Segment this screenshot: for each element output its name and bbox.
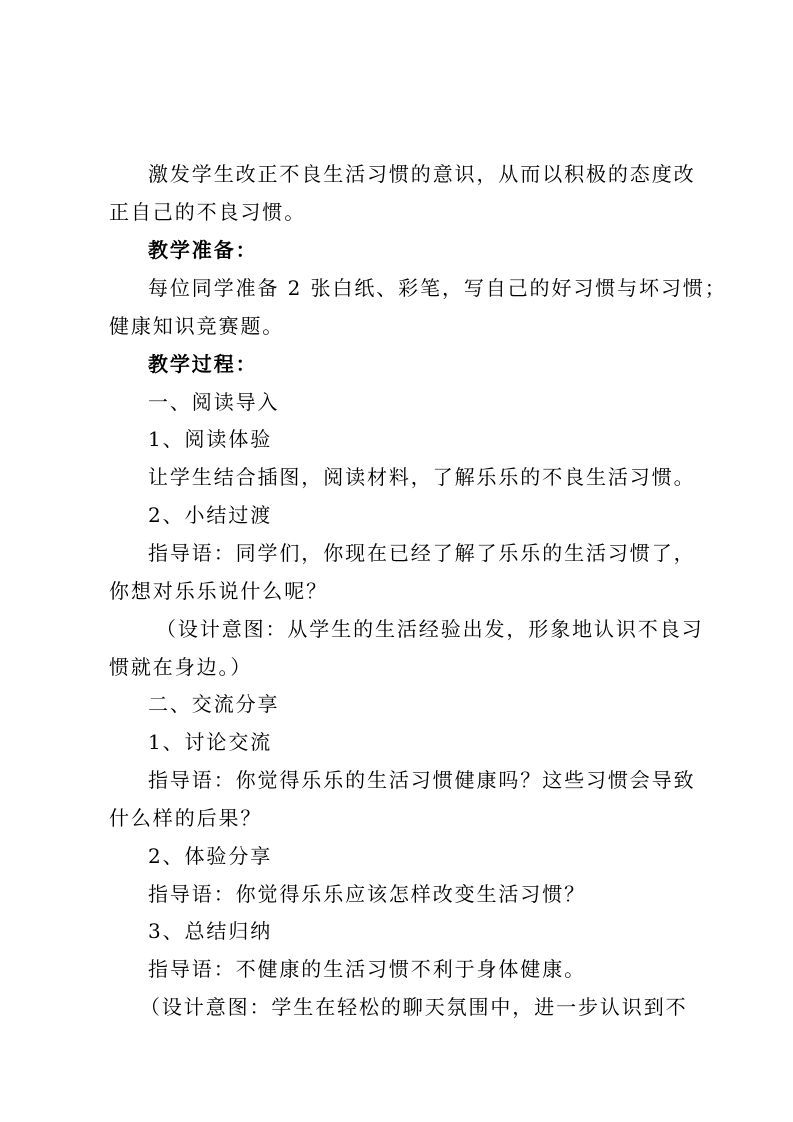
subheading-line: 2、小结过渡 — [148, 503, 273, 527]
paragraph-line: 健康知识竞赛题。 — [109, 314, 285, 338]
paragraph-line: 让学生结合插图，阅读材料，了解乐乐的不良生活习惯。 — [148, 465, 696, 489]
subheading-line: 3、总结归纳 — [148, 919, 273, 943]
subheading-line: 2、体验分享 — [148, 844, 273, 868]
design-intent-note: （设计意图：学生在轻松的聊天氛围中，进一步认识到不 — [140, 995, 688, 1019]
paragraph-line: 每位同学准备 2 张白纸、彩笔，写自己的好习惯与坏习惯； — [148, 276, 727, 300]
paragraph-line: 指导语：你觉得乐乐的生活习惯健康吗？这些习惯会导致 — [148, 768, 696, 792]
subheading-line: 1、讨论交流 — [148, 730, 273, 754]
subheading-line: 1、阅读体验 — [148, 427, 273, 451]
paragraph-line: 激发学生改正不良生活习惯的意识，从而以积极的态度改 — [148, 162, 696, 186]
section-heading-preparation: 教学准备： — [148, 238, 258, 262]
paragraph-line: 指导语：同学们，你现在已经了解了乐乐的生活习惯了， — [148, 541, 696, 565]
section-heading-sharing: 二、交流分享 — [148, 692, 280, 716]
paragraph-line: 正自己的不良习惯。 — [109, 200, 307, 224]
paragraph-line: 指导语：你觉得乐乐应该怎样改变生活习惯？ — [148, 882, 586, 906]
section-heading-reading: 一、阅读导入 — [148, 390, 280, 414]
section-heading-process: 教学过程： — [148, 352, 258, 376]
paragraph-line: 你想对乐乐说什么呢？ — [109, 579, 328, 603]
design-intent-note: 惯就在身边。） — [109, 655, 253, 679]
paragraph-line: 指导语：不健康的生活习惯不利于身体健康。 — [148, 957, 586, 981]
design-intent-note: （设计意图：从学生的生活经验出发，形象地认识不良习 — [156, 617, 704, 641]
paragraph-line: 什么样的后果？ — [109, 806, 263, 830]
